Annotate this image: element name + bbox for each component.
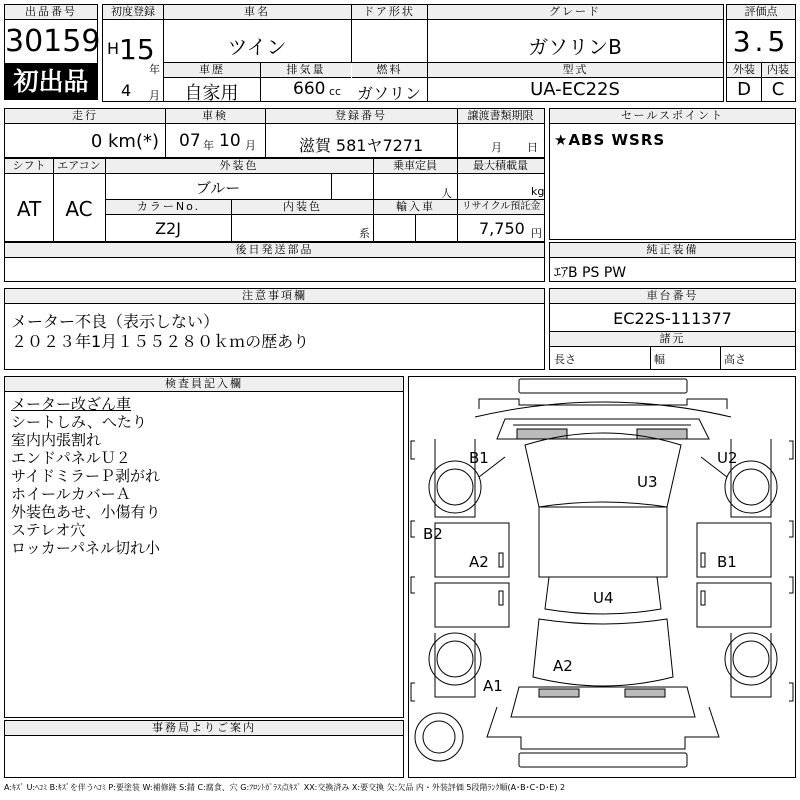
import-label: 輸入車: [374, 200, 457, 215]
notes-line-1: メーター不良（表示しない）: [11, 312, 220, 331]
fuel-label: 燃料: [352, 63, 427, 78]
inspector-label: 検査員記入欄: [5, 377, 403, 392]
exterior-label: 外装: [727, 63, 761, 78]
month-unit: 月: [149, 89, 160, 102]
inspector-line: ホイールカバーＡ: [11, 485, 131, 503]
height-label: 高さ: [724, 353, 746, 366]
damage-mark: U4: [593, 589, 614, 607]
damage-mark: B2: [423, 525, 443, 543]
int-color-label: 内装色: [232, 200, 373, 215]
grade: ガソリンB: [528, 35, 622, 59]
shift-label: シフト: [5, 159, 53, 174]
insp-year: 07: [179, 131, 201, 151]
insp-month-unit: 月: [245, 139, 256, 152]
inspector-line: 外装色あせ、小傷有り: [11, 503, 161, 521]
sales-point-box: [549, 108, 796, 240]
score-label: 評価点: [727, 5, 795, 20]
inspector-line: メーター改ざん車: [11, 395, 132, 413]
mileage: 0 km(*): [90, 131, 159, 152]
insp-month: 10: [219, 131, 241, 151]
office-box: [4, 720, 404, 778]
chassis-label: 車台番号: [550, 289, 795, 304]
plate: 滋賀 581ヤ7271: [298, 136, 424, 155]
year: 15: [119, 33, 155, 66]
interior-label: 内装: [761, 63, 795, 78]
first-reg-label: 初度登録: [103, 5, 163, 20]
mileage-table: [4, 108, 545, 158]
history: 自家用: [184, 83, 239, 104]
inspector-line: サイドミラーＰ剥がれ: [11, 467, 160, 485]
shift: AT: [16, 197, 42, 221]
displacement-label: 排気量: [261, 63, 351, 78]
specs-label: 諸元: [550, 332, 795, 347]
exterior-score: D: [737, 79, 751, 100]
damage-mark: B1: [469, 449, 489, 467]
insp-year-unit: 年: [203, 139, 214, 152]
recycle-label: リサイクル預託金: [458, 200, 544, 215]
chassis: EC22S-111377: [613, 309, 732, 328]
damage-mark: A1: [483, 677, 503, 695]
inspector-line: ロッカーパネル切れ小: [11, 539, 160, 557]
inspector-lines: [11, 395, 161, 557]
model: UA-EC22S: [530, 79, 620, 100]
sales-point: ★ABS WSRS: [554, 131, 666, 149]
damage-mark: B1: [717, 553, 737, 571]
score-box: [726, 4, 796, 102]
load-label: 最大積載量: [457, 159, 544, 174]
color: ブルー: [195, 179, 241, 197]
mileage-label: 走行: [5, 109, 165, 124]
car-name-label: 車名: [163, 5, 351, 20]
inspector-line: シートしみ、へたり: [11, 413, 147, 431]
header-table: [102, 4, 724, 102]
capacity-label: 乗車定員: [373, 159, 457, 174]
fuel: ガソリン: [356, 84, 421, 103]
genuine: ｴｱB PS PW: [554, 265, 627, 281]
notes-box: [4, 288, 545, 370]
legend: A:ｷｽﾞ U:ﾍｺﾐ B:ｷｽﾞを伴うﾍｺﾐ P:要塗装 W:補修跡 S:錆 C:腐食、穴 G:ﾌﾛﾝﾄｶﾞﾗｽ点ｷｽﾞ XX:交換済み X:要交換 欠:欠品 内・外装評価 5段階ﾗﾝｸ順(A･B･C･D･E) 2: [4, 783, 566, 792]
first-listing-text: 初出品: [13, 67, 89, 96]
notes-label: 注意事項欄: [5, 289, 544, 304]
color-label: 外装色: [105, 159, 373, 174]
displacement: 660: [293, 79, 326, 99]
spec-table: [4, 158, 545, 242]
recycle-unit: 円: [531, 227, 542, 240]
model-label: 型式: [428, 63, 723, 78]
office-label: 事務局よりご案内: [5, 721, 403, 736]
genuine-box: [549, 242, 796, 282]
lot-number-box: [4, 4, 101, 64]
score: 3.5: [732, 25, 790, 58]
length-label: 長さ: [554, 353, 576, 366]
genuine-label: 純正装備: [550, 243, 795, 258]
first-listing-badge: [4, 64, 98, 100]
aircon-label: エアコン: [53, 159, 105, 174]
damage-diagram: [408, 376, 796, 778]
recycle: 7,750: [479, 219, 525, 238]
interior-score: C: [771, 79, 785, 100]
door-label: ドア形状: [351, 5, 427, 20]
displacement-unit: cc: [329, 85, 342, 98]
inspector-line: ステレオ穴: [11, 521, 86, 539]
aircon: AC: [65, 197, 93, 221]
damage-mark: A2: [469, 553, 489, 571]
car-name: ツイン: [227, 35, 287, 59]
sales-point-label: セールスポイント: [550, 109, 795, 124]
transfer-month-unit: 月: [491, 141, 502, 154]
damage-mark: A2: [553, 657, 573, 675]
inspector-line: エンドパネルＵ２: [11, 449, 131, 467]
plate-label: 登録番号: [265, 109, 457, 124]
transfer-day-unit: 日: [527, 141, 538, 154]
notes-line-2: ２０２３年1月１５５２８０ｋｍの歴あり: [11, 332, 310, 351]
year-unit: 年: [149, 63, 160, 76]
month: 4: [121, 81, 132, 100]
capacity-unit: 人: [441, 187, 452, 200]
car-outline: [409, 377, 795, 777]
history-label: 車歴: [164, 63, 260, 78]
era: H: [107, 39, 120, 58]
color-no: Z2J: [155, 219, 181, 238]
chassis-box: [549, 288, 796, 370]
inspector-line: 室内内張割れ: [11, 431, 102, 449]
damage-mark: U2: [717, 449, 738, 467]
later-parts-box: [4, 242, 545, 282]
load-unit: kg: [531, 185, 545, 198]
inspector-box: [4, 376, 404, 718]
grade-label: グレード: [427, 5, 723, 20]
damage-mark: U3: [637, 473, 658, 491]
lot-label: 出品番号: [5, 5, 97, 20]
transfer-label: 譲渡書類期限: [457, 109, 544, 124]
later-parts-label: 後日発送部品: [5, 243, 544, 258]
inspection-label: 車検: [165, 109, 265, 124]
color-no-label: カラーNo.: [106, 200, 231, 215]
int-color-unit: 系: [359, 227, 370, 240]
width-label: 幅: [654, 353, 665, 366]
lot-number: 30159: [5, 24, 101, 59]
